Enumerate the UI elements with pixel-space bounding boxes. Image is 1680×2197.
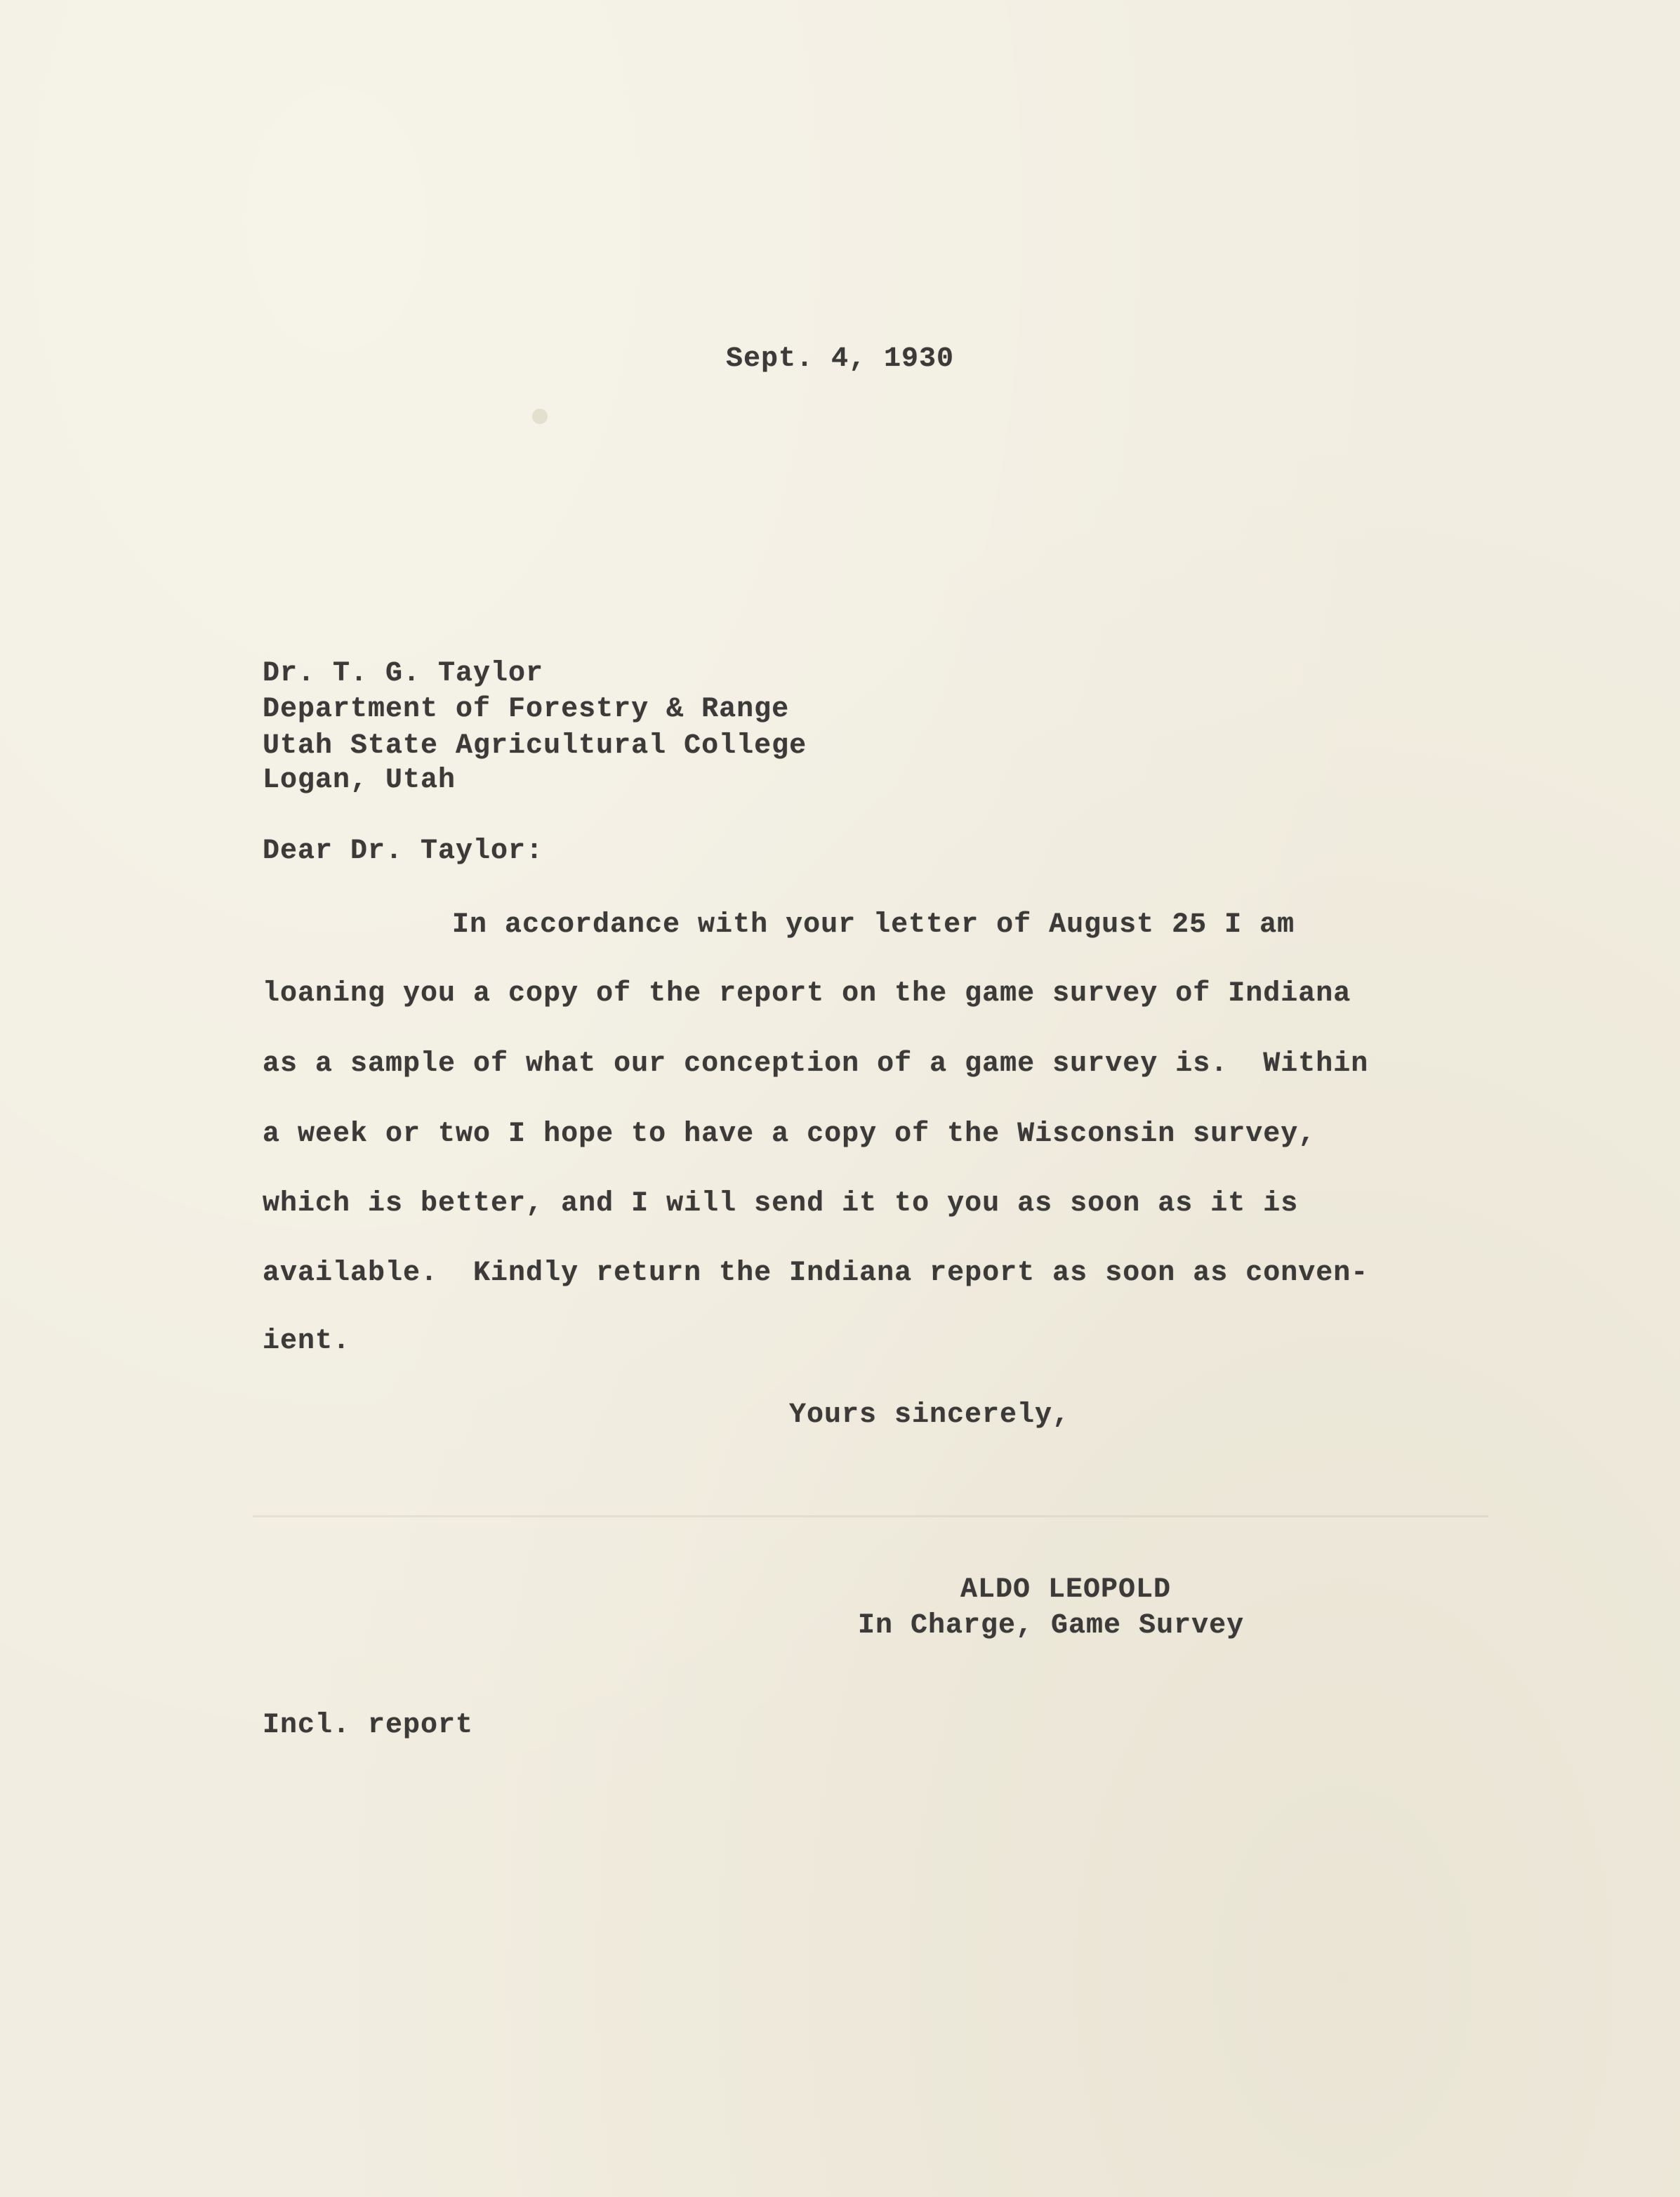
paper-smudge — [532, 409, 548, 424]
salutation: Dear Dr. Taylor: — [263, 836, 544, 867]
body-line: a week or two I hope to have a copy of the Wisconsin survey, — [263, 1119, 1316, 1150]
enclosure-note: Incl. report — [263, 1710, 474, 1741]
paper-fold-line — [253, 1515, 1488, 1517]
body-line: ient. — [263, 1326, 351, 1357]
recipient-line: Utah State Agricultural College — [263, 730, 807, 762]
letter-date: Sept. 4, 1930 — [726, 343, 955, 375]
body-line: loaning you a copy of the report on the game survey of Indiana — [263, 978, 1351, 1010]
body-line: In accordance with your letter of August 25 I am — [452, 909, 1295, 941]
closing: Yours sincerely, — [789, 1399, 1071, 1431]
signature-title: In Charge, Game Survey — [858, 1610, 1245, 1642]
signature-name: ALDO LEOPOLD — [960, 1574, 1172, 1606]
recipient-line: Dr. T. G. Taylor — [263, 658, 544, 690]
recipient-line: Department of Forestry & Range — [263, 694, 790, 725]
body-line: as a sample of what our conception of a game survey is. Within — [263, 1048, 1369, 1080]
body-line: available. Kindly return the Indiana report as soon as conven- — [263, 1258, 1369, 1289]
body-line: which is better, and I will send it to you as soon as it is — [263, 1188, 1299, 1220]
recipient-line: Logan, Utah — [263, 765, 456, 796]
